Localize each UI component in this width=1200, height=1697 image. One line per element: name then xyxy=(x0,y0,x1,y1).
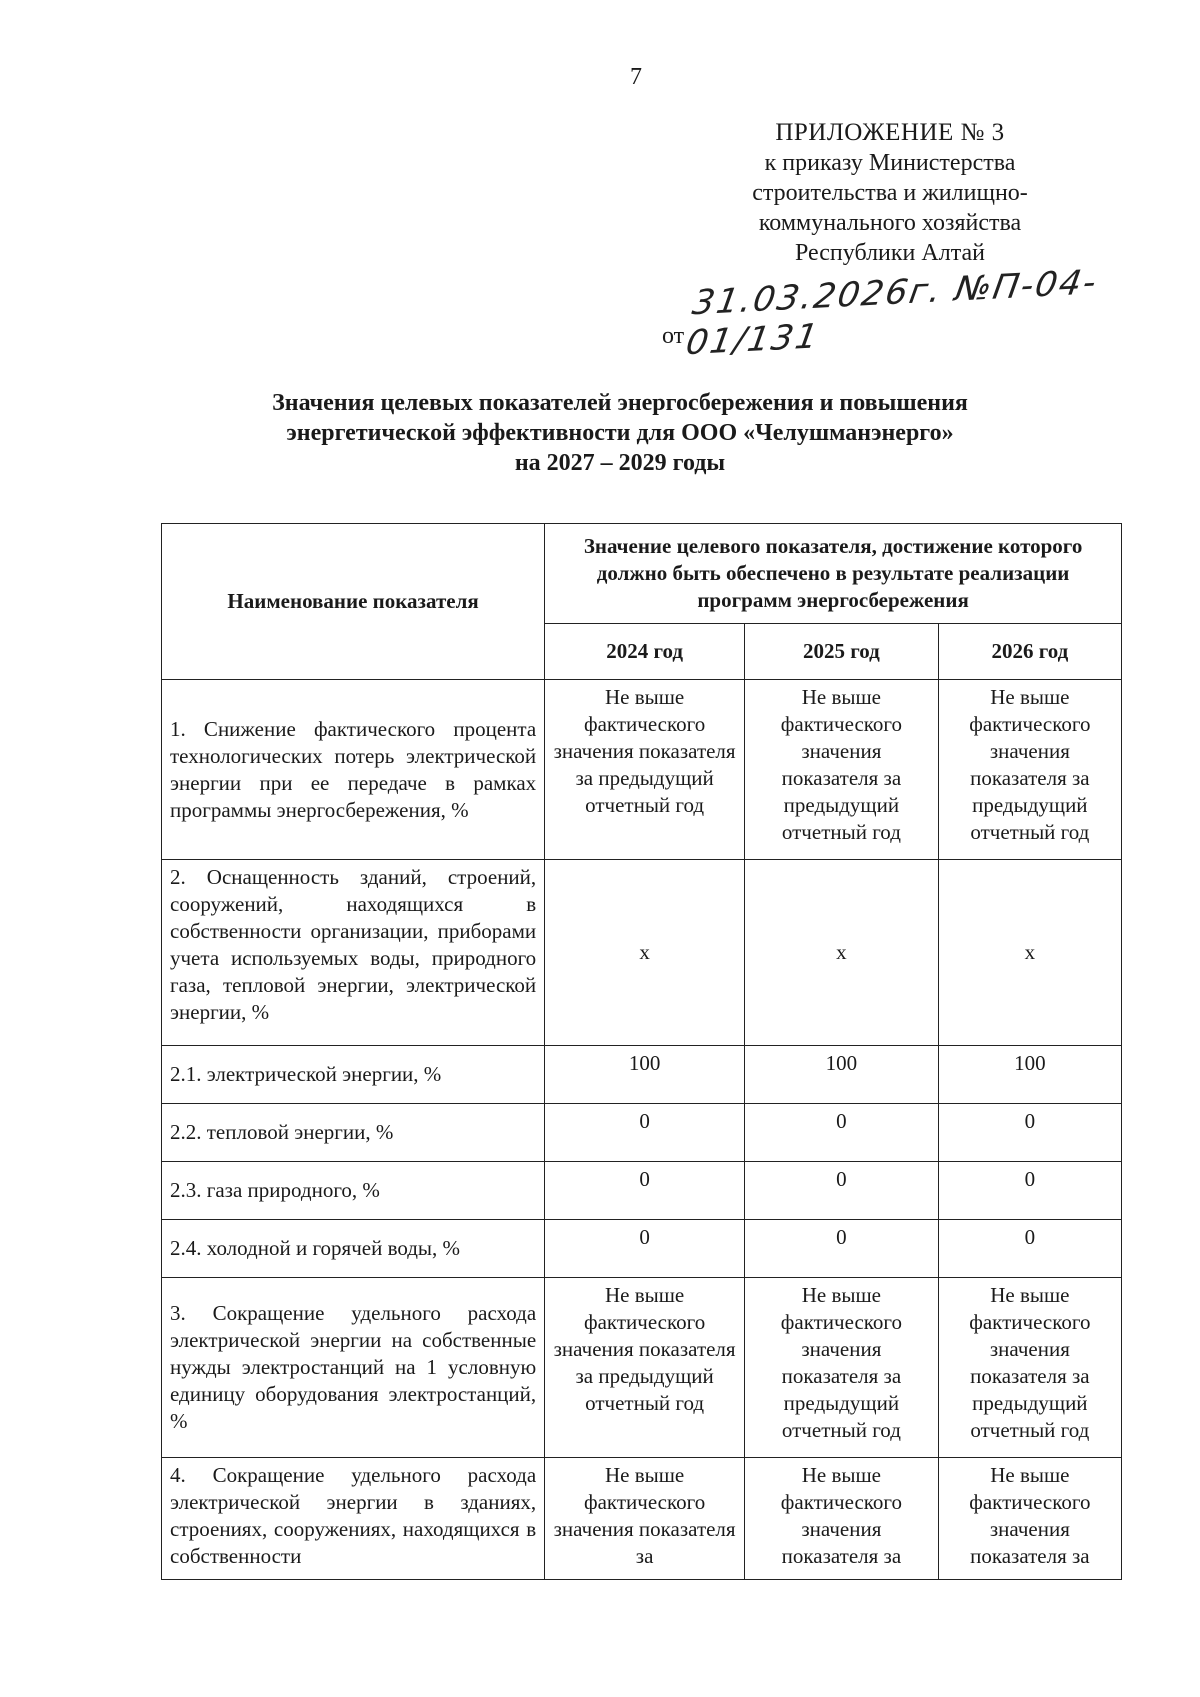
table-row xyxy=(162,680,1122,860)
indicator-name: 3. Сокращение удельного расхода электрической энергии на собственные нужды электростанций на 1 условную единицу оборудования электростанций, % xyxy=(162,1278,545,1458)
table-row xyxy=(162,1220,1122,1278)
indicator-name: 2.3. газа природного, % xyxy=(162,1162,545,1220)
table-row xyxy=(162,1046,1122,1104)
indicator-value: 100 xyxy=(545,1046,745,1104)
table-row xyxy=(162,1104,1122,1162)
indicator-value: 0 xyxy=(745,1220,939,1278)
indicator-value: 0 xyxy=(938,1162,1121,1220)
appendix-line: коммунального хозяйства xyxy=(758,210,1022,236)
appendix-block xyxy=(720,118,1060,268)
handwritten-order-number: 31.03.2026г. №П-04-01/131 xyxy=(683,262,1101,364)
title-line: энергетической эффективности для ООО «Челушманэнерго» xyxy=(286,420,954,446)
indicator-value: 0 xyxy=(545,1220,745,1278)
order-reference xyxy=(662,262,1200,364)
header-target-value: Значение целевого показателя, достижение которого должно быть обеспечено в результате реализации программ энергосбережения xyxy=(545,524,1122,624)
indicator-value: 100 xyxy=(938,1046,1121,1104)
indicator-value: Не выше фактического значения показателя за xyxy=(745,1458,939,1580)
table-row xyxy=(162,1458,1122,1580)
header-year: 2025 год xyxy=(745,624,939,680)
indicator-value: 0 xyxy=(745,1104,939,1162)
title-line: на 2027 – 2029 годы xyxy=(514,450,726,476)
indicator-value: 0 xyxy=(545,1162,745,1220)
indicator-name: 1. Снижение фактического процента технологических потерь электрической энергии при ее передаче в рамках программы энергосбережения, % xyxy=(162,680,545,860)
document-title xyxy=(210,388,1030,478)
appendix-line: строительства и жилищно- xyxy=(752,180,1028,206)
indicator-value: х xyxy=(938,860,1121,1046)
header-year: 2024 год xyxy=(545,624,745,680)
indicator-name: 2.2. тепловой энергии, % xyxy=(162,1104,545,1162)
title-line: Значения целевых показателей энергосбережения и повышения xyxy=(272,390,968,416)
indicator-name: 2.4. холодной и горячей воды, % xyxy=(162,1220,545,1278)
indicator-name: 4. Сокращение удельного расхода электрической энергии в зданиях, строениях, сооружениях, находящихся в собственности xyxy=(162,1458,545,1580)
indicator-value: х xyxy=(545,860,745,1046)
indicator-value: Не выше фактического значения показателя за предыдущий отчетный год xyxy=(745,1278,939,1458)
indicator-value: Не выше фактического значения показателя за предыдущий отчетный год xyxy=(545,1278,745,1458)
indicator-value: Не выше фактического значения показателя за предыдущий отчетный год xyxy=(545,680,745,860)
indicator-value: Не выше фактического значения показателя за предыдущий отчетный год xyxy=(745,680,939,860)
table-row xyxy=(162,860,1122,1046)
appendix-line: Республики Алтай xyxy=(795,240,985,266)
indicator-name: 2. Оснащенность зданий, строений, сооружений, находящихся в собственности организации, приборами учета используемых воды, природного газа, тепловой энергии, электрической энергии, % xyxy=(162,860,545,1046)
indicator-value: 0 xyxy=(938,1104,1121,1162)
indicator-value: Не выше фактического значения показателя за предыдущий отчетный год xyxy=(938,680,1121,860)
header-indicator-name: Наименование показателя xyxy=(162,524,545,680)
indicator-value: Не выше фактического значения показателя за предыдущий отчетный год xyxy=(938,1278,1121,1458)
indicator-value: 100 xyxy=(745,1046,939,1104)
order-prefix: от xyxy=(662,323,685,349)
indicator-value: Не выше фактического значения показателя за xyxy=(545,1458,745,1580)
table-row xyxy=(162,1278,1122,1458)
indicator-value: 0 xyxy=(745,1162,939,1220)
appendix-line: к приказу Министерства xyxy=(764,150,1016,176)
indicator-name: 2.1. электрической энергии, % xyxy=(162,1046,545,1104)
indicator-value: х xyxy=(745,860,939,1046)
page-number: 7 xyxy=(630,64,642,90)
indicator-value: Не выше фактического значения показателя за xyxy=(938,1458,1121,1580)
table-header-row xyxy=(162,524,1122,624)
indicators-table xyxy=(161,523,1122,1580)
header-year: 2026 год xyxy=(938,624,1121,680)
indicator-value: 0 xyxy=(545,1104,745,1162)
indicator-value: 0 xyxy=(938,1220,1121,1278)
table-row xyxy=(162,1162,1122,1220)
appendix-heading: ПРИЛОЖЕНИЕ № 3 xyxy=(775,119,1005,146)
